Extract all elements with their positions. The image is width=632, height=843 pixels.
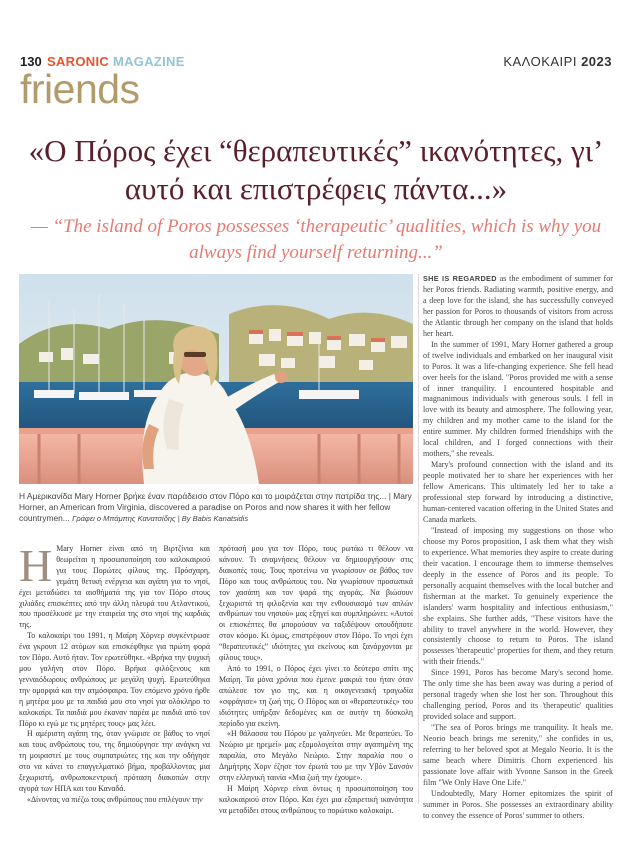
- woman-in-white-on-balcony-icon: [19, 274, 413, 484]
- column-divider: [418, 274, 419, 804]
- paragraph: Η Μαίρη Χόρνερ είναι όντως η προσωποποίηση του καλοκαιριού στον Πόρο. Και έχει μια εξαιρετική ικανότητα να μεταδίδει στους ανθρώπους το πορώτικο καλοκαίρι.: [219, 783, 413, 815]
- section-label: friends: [20, 66, 140, 112]
- paragraph: Since 1991, Poros has become Mary's second home. The only time she has been away was during a period of personal tragedy when she lost her son. Throughout this challenging period, Poros and its 'therapeutic' qualities provided solace and support.: [423, 668, 613, 722]
- paragraph: Από το 1991, ο Πόρος έχει γίνει το δεύτερο σπίτι της Μαίρη. Τα μόνα χρόνια που έμεινε μακριά του ήταν όταν απώλεσε τον γιο της, και η οικογενειακή τραγωδία «σφράγισε» τη ζωή της. Ο Πόρος και οι «θεραπευτικές» του ιδιότητες υπήρξαν δεδομένες και σε αυτήν τη δύσκολη περίοδο για εκείνη.: [219, 663, 413, 728]
- brand-magazine: MAGAZINE: [112, 54, 185, 69]
- caption-text: Η Αμερικανίδα Mary Horner βρήκε έναν παράδεισο στον Πόρο και το μοιράζεται στην πατρίδα της... | Mary Horner, an American from Virginia, discovered a paradise on Poros and now shares it with her fellow countrymen...: [19, 491, 412, 523]
- paragraph: Mary's profound connection with the island and its people motivated her to share her experiences with her fellow Americans. This ultimately led her to take a professional step forward by introducing a distinctive, human-centered vacation offering in the United States and Canada markets.: [423, 460, 613, 524]
- paragraph: Το καλοκαίρι του 1991, η Μαίρη Χόρνερ συγκέντρωσε ένα γκρουπ 12 ατόμων και επισκέφθηκε για πρώτη φορά τον Πόρο. Αυτό ήταν. Τον ερωτεύθηκε. «Βρήκα την ψυχική μου γαλήνη στον Πόρο. Βρήκα φιλόξενους και γενναιόδωρους ανθρώπους με μεγάλη ψυχή. Ερωτεύθηκα την ομορφιά και την ατμόσφαιρα. Τον επόμενο χρόνο ήρθε η μητέρα μου με τα παιδιά μου στο νησί για ολόκληρο το καλοκαίρι. Τα παιδιά μου έκαναν παρέα με παιδιά από τον Πόρο κι εγώ με τις μητέρες τους» μας λέει.: [19, 631, 210, 728]
- english-column: [423, 274, 613, 822]
- paragraph: "The sea of Poros brings me tranquility. It heals me. Neorio beach brings me serenity," she confides in us, referring to her beloved spot at Megalo Neorio. It is the same beach where Dimitris Chorn experienced his passionate love affair with Yvonne Sanson in the Greek film "We Only Have One Life.": [423, 723, 613, 787]
- paragraph-text: as the embodiment of summer for her Poros friends. Radiating warmth, positive energy, and a deep love for the island, she has successfully conveyed her passion for Poros to thousands of visitors from across the Atlantic through her company on the island that holds her heart.: [423, 274, 613, 338]
- paragraph: In the summer of 1991, Mary Horner gathered a group of twelve individuals and embarked on her inaugural visit to Poros. It was a life-changing experience. She fell head over heels for the island. "Poros provided me with a sense of inner tranquility. I encountered hospitable and magnanimous individuals with generous souls. I fell in love with its beauty and atmosphere. The following year, my children and my mother came to the island for the entire summer. My children formed friendships with the local children, and I forged connections with their mothers," she reveals.: [423, 339, 613, 459]
- issue-season: [503, 54, 612, 69]
- greek-column-1: [19, 540, 210, 806]
- article-subheadline: — “The island of Poros possesses ‘therapeutic’ qualities, which is why you always find yourself returning...”: [30, 216, 602, 263]
- brand-saronic: SARONIC: [47, 54, 110, 69]
- paragraph: Mary Horner είναι από τη Βιρτζίνια και θεωρείται η προσωποποίηση του καλοκαιριού για τους Πορώτες φίλους της. Πρόσχαρη, γεμάτη θετική ενέργεια και αγάπη για το νησί, έχει μεταδώσει τα αισθήματά της για τον Πόρο στους χιλιάδες επισκέπτες από την άλλη πλευρά του Ατλαντικού, που προσέλκυσε με την εταιρεία της στο νησί της καρδιάς της.: [19, 544, 210, 630]
- page-number: 130: [20, 54, 42, 69]
- paragraph: "Instead of imposing my suggestions on those who choose my Poros proposition, I ask them what they wish to experience. What memories they aspire to create during their vacation. I encourage them to immerse themselves deeply in the essence of Poros and its people. To personally acquaint themselves with the local butcher and fisherman at the market. To genuinely experience the islanders' warm hospitality and infectious enthusiasm," she explains. She further adds, "These visitors have the ability to travel anywhere in the world. However, they consistently choose to return to Poros. The island possesses 'therapeutic' properties for them, and they return with their friends.": [423, 525, 613, 667]
- paragraph: Η αμέριστη αγάπη της, όταν γνώρισε σε βάθος το νησί και τους ανθρώπους του, της δημιούργησε την ανάγκη να τη μοιραστεί με τους συμπατριώτες της και την οδήγησε στο να κάνει το επαγγελματικό βήμα, προβάλλοντας μια ξεχωριστή, ανθρωποκεντρική πρόταση διακοπών στην αγορά των ΗΠΑ και του Καναδά.: [19, 729, 210, 793]
- paragraph: «Δίνοντας να πιέζω τους ανθρώπους που επιλέγουν την: [27, 794, 203, 804]
- photo-caption: [19, 491, 413, 524]
- season-label: ΚΑΛΟΚΑΙΡΙ: [503, 54, 577, 69]
- paragraph: Undoubtedly, Mary Horner epitomizes the spirit of summer in Poros. She possesses an extraordinary ability to convey the essence of Poros' summer to others.: [423, 788, 613, 820]
- lead-in: SHE IS REGARDED: [423, 274, 497, 283]
- paragraph: «Η θάλασσα του Πόρου με γαληνεύει. Με θεραπεύει. Το Νεώριο με ηρεμεί» μας εξομολογείται στην αγαπημένη της παραλία, στο Μεγάλο Νεώριο. Στην παραλία που ο Δημήτρης Χορν έζησε τον έρωτά του με την Υβόν Σανσόν στην ελληνική ταινία «Μια ζωή την έχουμε».: [219, 729, 413, 783]
- article-photo: [19, 274, 413, 484]
- season-year: 2023: [581, 54, 612, 69]
- drop-cap: Η: [19, 540, 53, 591]
- author-credit: Γράφει ο Μπάμπης Κανατσίδης | By Babis Kanatsidis: [72, 514, 249, 523]
- greek-column-2: [219, 544, 413, 817]
- article-headline: «Ο Πόρος έχει “θεραπευτικές” ικανότητες, γι’ αυτό και επιστρέφεις πάντα...»: [28, 133, 604, 206]
- paragraph: πρότασή μου για τον Πόρο, τους ρωτάω τι θέλουν να κάνουν. Τι αναμνήσεις θέλουν να δημιουργήσουν στις διακοπές τους. Τους προτείνω να γνωρίσουν σε βάθος τον Πόρο και τους ανθρώπους του. Να γνωρίσουν προσωπικά τον χασάπη και τον ψαρά της αγοράς. Να βιώσουν ξεχωριστά τη φιλοξενία και την ενθουσιασμό των απλών ανθρώπων του νησιού» μας εξηγεί και συμπληρώνει: «Αυτοί οι επισκέπτες θα μπορούσαν να ταξιδέψουν οπουδήποτε στον κόσμο. Κι όμως, επιστρέφουν στον Πόρο. Το νησί έχει “θεραπευτικές” ιδιότητες για εκείνους και ξανάρχονται με φίλους τους».: [219, 544, 413, 663]
- paragraph: [423, 274, 613, 340]
